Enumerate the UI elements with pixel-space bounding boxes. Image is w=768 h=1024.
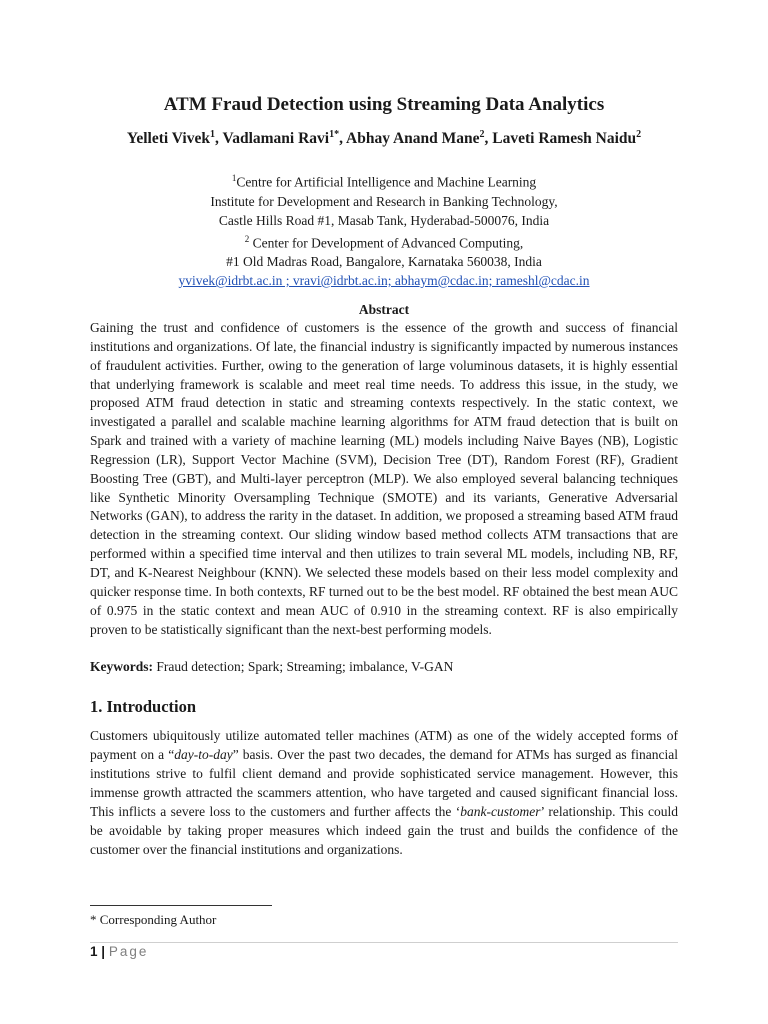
author-separator: , bbox=[484, 130, 493, 148]
abstract-text: Gaining the trust and confidence of customers is the essence of the growth and success of financial institutions and organizations. Of late, the financial industry is significantly impacted by numerous instances of fraudulent activities. Further, owing to the generation of large voluminous datasets, it is highly essential that underlying framework is scalable and meet real time needs. To address this issue, in the study, we proposed ATM fraud detection in static and streaming contexts respectively. In the static context, we investigated a parallel and scalable machine learning algorithms for ATM fraud detection that is built on Spark and trained with a variety of machine learning (ML) models including Naive Bayes (NB), Logistic Regression (LR), Support Vector Machine (SVM), Decision Tree (DT), Random Forest (RF), Gradient Boosting Tree (GBT), and Multi-layer perceptron (MLP). We also employed several balancing techniques like Synthetic Minority Oversampling Technique (SMOTE) and its variants, Generative Adversarial Networks (GAN), to address the rarity in the dataset. In addition, we proposed a streaming based ATM fraud detection in the streaming context. Our sliding window based method collects ATM transactions that are performed within a specified time interval and then utilizes to train several ML models, including NB, RF, DT, and K-Nearest Neighbour (KNN). We selected these models based on their less model complexity and quicker response time. In both contexts, RF turned out to be the best model. RF obtained the best mean AUC of 0.975 in the static context and mean AUC of 0.910 in the streaming context. RF is also empirically proven to be statistically significant than the next-best performing models. bbox=[90, 320, 678, 637]
affiliation-line: Castle Hills Road #1, Masab Tank, Hyderabad-500076, India bbox=[218, 212, 550, 228]
author-superscript: 1* bbox=[329, 129, 340, 140]
section-heading-introduction: 1. Introduction bbox=[90, 697, 197, 716]
email-link[interactable]: yvivek@idrbt.ac.in ; vravi@idrbt.ac.in; abhaym@cdac.in; rameshl@cdac.in bbox=[178, 273, 590, 288]
author-name: Vadlamani Ravi bbox=[222, 130, 330, 148]
affiliation-text: Centre for Artificial Intelligence and Machine Learning bbox=[236, 174, 537, 190]
affiliation-line bbox=[0, 230, 768, 253]
page-label: Page bbox=[108, 944, 149, 959]
footer-divider bbox=[90, 942, 678, 943]
affiliation-superscript: 2 bbox=[244, 233, 250, 244]
affiliation-line: Institute for Development and Research in Banking Technology, bbox=[210, 193, 558, 209]
keywords bbox=[90, 657, 678, 676]
footnote-divider bbox=[90, 905, 272, 906]
affiliations bbox=[0, 169, 768, 290]
affiliation-line bbox=[0, 169, 768, 192]
author-list bbox=[0, 129, 768, 148]
abstract-heading: Abstract bbox=[358, 302, 410, 317]
intro-text: Customers ubiquitously utilize automated teller machines (ATM) as one of the widely accepted forms of payment on a “ bbox=[90, 728, 678, 762]
author-separator: , bbox=[214, 130, 223, 148]
author-name: Abhay Anand Mane bbox=[346, 130, 480, 148]
affiliation-line: #1 Old Madras Road, Bangalore, Karnataka 560038, India bbox=[226, 254, 542, 269]
intro-text: ’ relationship. This could be avoidable by taking proper measures which indeed gain the trust and builds the confidence of the customer over the financial institutions and organizations. bbox=[90, 804, 679, 857]
affiliation-superscript: 1 bbox=[231, 173, 237, 183]
footer-separator: | bbox=[101, 944, 106, 959]
intro-text: ” basis. Over the past two decades, the demand for ATMs has surged as financial institutions strive to fulfil client demand and provide sophisticated service management. However, this immense growth attracted the scammers attention, who have targeted and caused significant financial loss. This inflicts a severe loss to the customers and further affects the ‘ bbox=[90, 747, 678, 819]
keywords-text: Fraud detection; Spark; Streaming; imbalance, V-GAN bbox=[153, 659, 454, 674]
email-links[interactable] bbox=[0, 271, 768, 290]
author-name: Yelleti Vivek bbox=[126, 130, 210, 148]
author-separator: , bbox=[339, 130, 347, 148]
intro-italic: day-to-day bbox=[174, 747, 233, 762]
author-superscript: 2 bbox=[636, 129, 642, 140]
page-footer bbox=[90, 944, 148, 959]
intro-italic: bank-customer bbox=[460, 804, 541, 819]
author-superscript: 2 bbox=[479, 129, 485, 140]
footnote: * Corresponding Author bbox=[90, 912, 217, 927]
introduction-paragraph bbox=[90, 726, 678, 859]
author-name: Laveti Ramesh Naidu bbox=[492, 130, 637, 148]
affiliation-text: Center for Development of Advanced Computing, bbox=[249, 235, 524, 250]
page-number: 1 bbox=[90, 944, 98, 959]
keywords-label: Keywords: bbox=[90, 659, 153, 674]
author-superscript: 1 bbox=[209, 129, 215, 140]
paper-title: ATM Fraud Detection using Streaming Data Analytics bbox=[163, 94, 605, 115]
